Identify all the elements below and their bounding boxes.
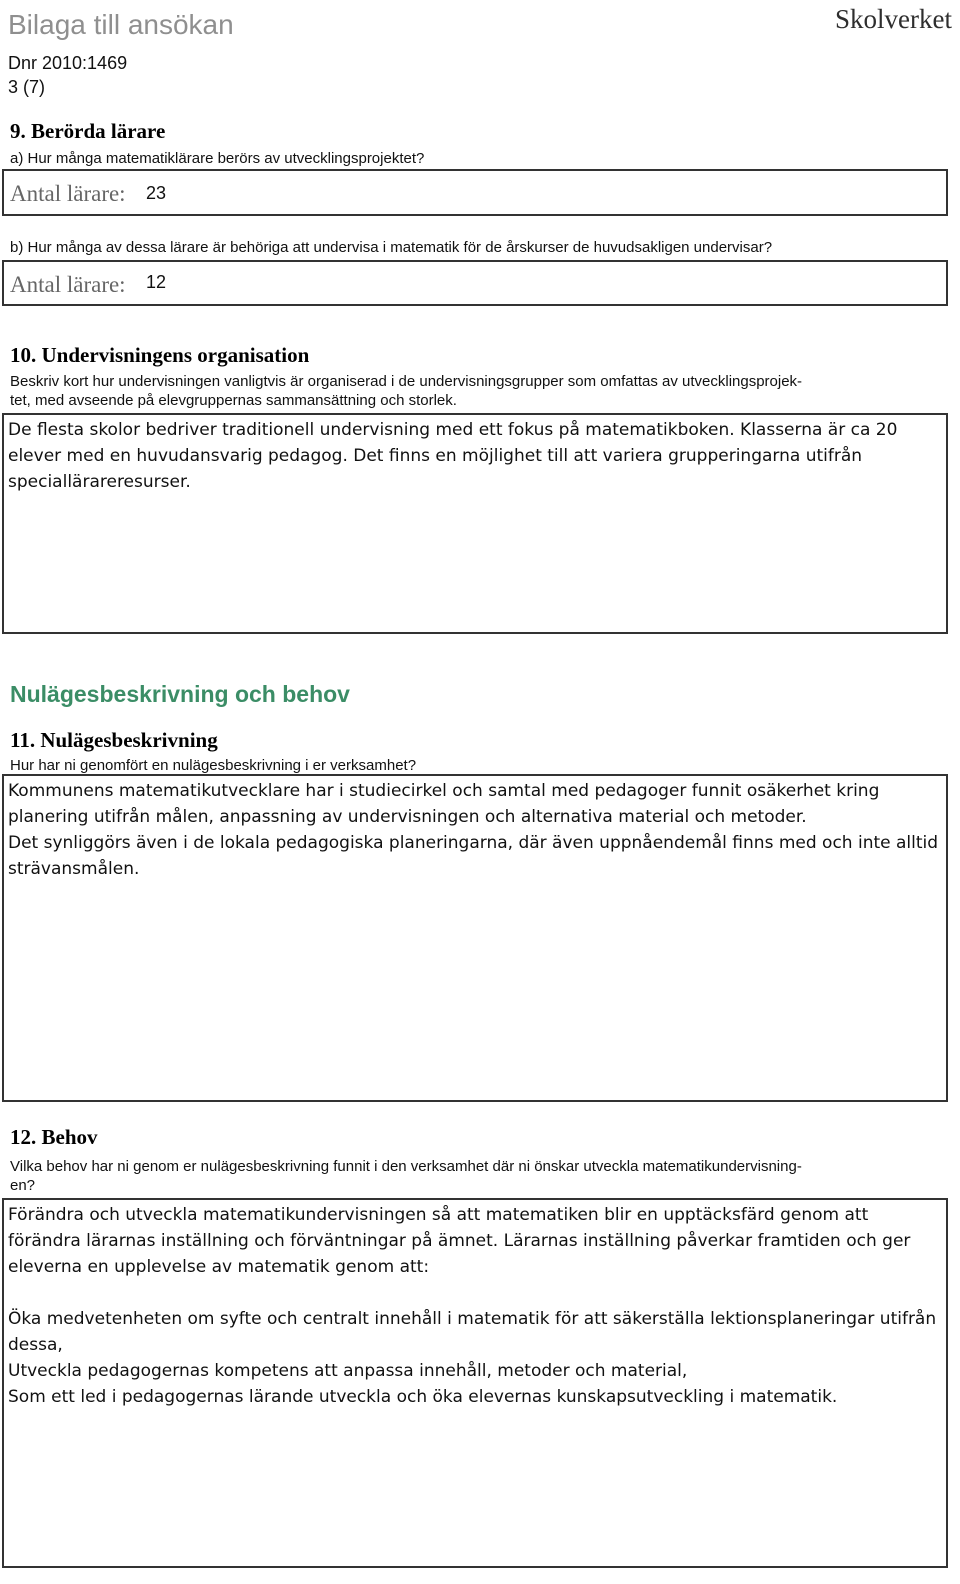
q9-heading: 9. Berörda lärare — [10, 119, 166, 143]
q10-heading: 10. Undervisningens organisation — [10, 343, 310, 367]
q10-question-line1: Beskriv kort hur undervisningen vanligtvis är organiserad i de undervisningsgrupper som omfattas av utvecklingsprojek- — [10, 373, 803, 390]
q9b-field-value: 12 — [146, 272, 167, 292]
q12-answer-field[interactable] — [2, 1198, 948, 1568]
page-number: 3 (7) — [8, 77, 46, 97]
skolverket-logo: Skolverket — [835, 4, 952, 34]
registration-number: Dnr 2010:1469 — [8, 53, 128, 73]
q11-heading: 11. Nulägesbeskrivning — [10, 728, 218, 752]
q11-answer-paragraph: Det synliggörs även i de lokala pedagogiska planeringarna, där även uppnåendemål finns med och inte alltid strävansmålen. — [8, 833, 939, 879]
q12-answer-paragraph: Förändra och utveckla matematikundervisningen så att matematiken blir en upptäcksfärd genom att förändra lärarnas inställning och förväntningar på ämnet. Lärarnas inställning påverkar framtiden och ger eleverna en upplevelse av matematik genom att: — [8, 1205, 911, 1277]
q10-answer-field[interactable] — [2, 413, 948, 634]
q12-answer-paragraph: Som ett led i pedagogernas lärande utveckla och öka elevernas kunskapsutveckling i matematik. — [8, 1387, 838, 1407]
q12-heading: 12. Behov — [10, 1125, 98, 1149]
q11-answer-field[interactable] — [2, 774, 948, 1102]
q12-answer-paragraph: Öka medvetenheten om syfte och centralt innehåll i matematik för att säkerställa lektionsplaneringar utifrån dessa, — [8, 1309, 937, 1355]
q12-question-line2: en? — [10, 1177, 36, 1194]
q10-answer-text: De flesta skolor bedriver traditionell undervisning med ett fokus på matematikboken. Klasserna är ca 20 elever med en huvudansvarig pedagog. Det finns en möjlighet till att variera grupperingarna utifrån speciallärareresurser. — [8, 420, 898, 492]
document-title: Bilaga till ansökan — [8, 9, 234, 40]
q9a-answer-field[interactable] — [2, 169, 948, 216]
q9a-field-value: 23 — [146, 183, 167, 203]
q11-answer-paragraph: Kommunens matematikutvecklare har i studiecirkel och samtal med pedagoger funnit osäkerhet kring planering utifrån målen, anpassning av undervisningen och alternativa material och metoder. — [8, 781, 880, 827]
q11-answer-text — [8, 778, 942, 882]
q9a-field-label: Antal lärare: — [10, 181, 126, 206]
q10-question-line2: tet, med avseende på elevgruppernas sammansättning och storlek. — [10, 392, 457, 409]
q11-question: Hur har ni genomfört en nulägesbeskrivning i er verksamhet? — [10, 757, 417, 774]
q12-answer-paragraph: Utveckla pedagogernas kompetens att anpassa innehåll, metoder och material, — [8, 1361, 688, 1381]
q9b-field-label: Antal lärare: — [10, 272, 126, 297]
q9b-question: b) Hur många av dessa lärare är behöriga att undervisa i matematik för de årskurser de huvudsakligen undervisar? — [10, 239, 773, 256]
section-heading: Nulägesbeskrivning och behov — [10, 681, 350, 707]
q9a-question: a) Hur många matematiklärare berörs av utvecklingsprojektet? — [10, 150, 425, 167]
q12-answer-text — [8, 1202, 942, 1410]
q12-question-line1: Vilka behov har ni genom er nulägesbeskrivning funnit i den verksamhet där ni önskar utveckla matematikundervisning- — [10, 1158, 802, 1175]
q9b-answer-field[interactable] — [2, 260, 948, 306]
